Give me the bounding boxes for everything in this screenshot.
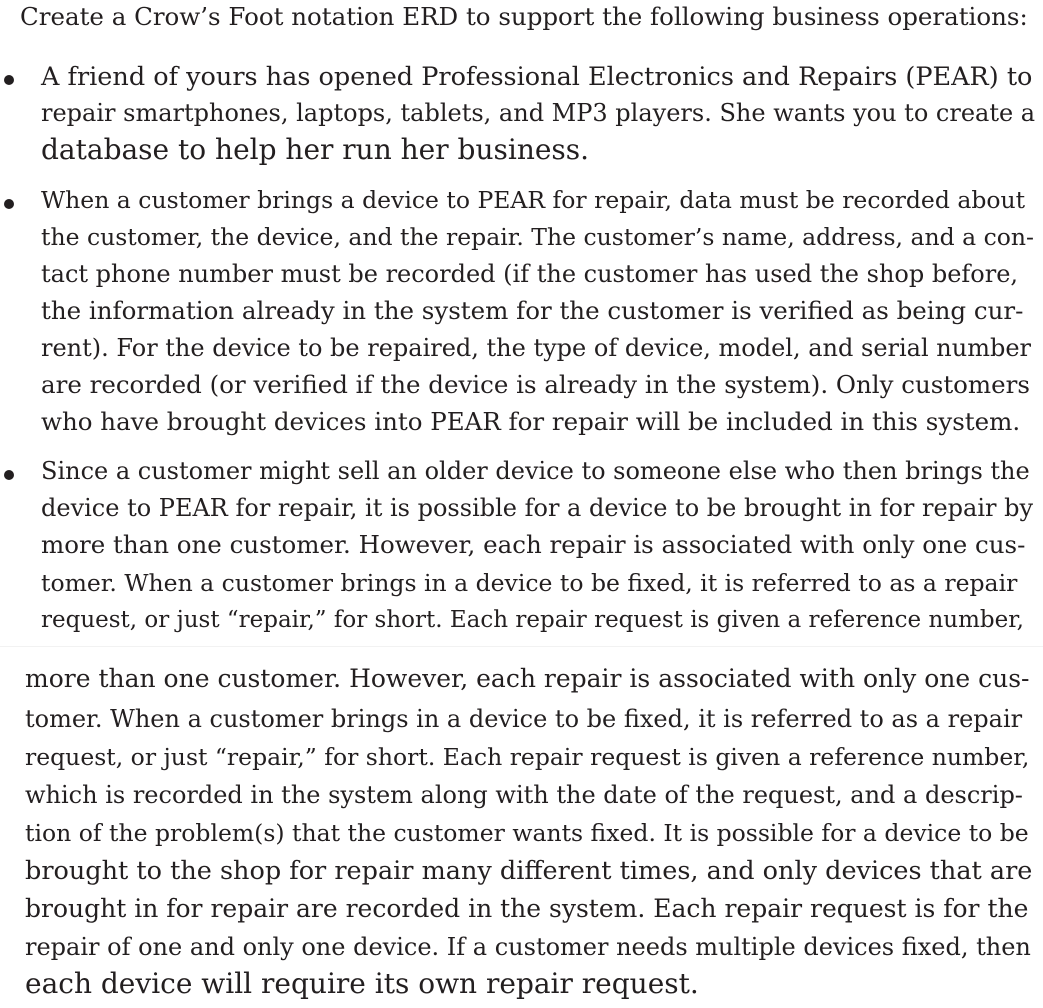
text-line: are recorded (or verified if the device is already in the system). Only customers [41, 370, 1030, 399]
text-line: the customer, the device, and the repair. The customer’s name, address, and a con- [41, 223, 1034, 251]
text-line: rent). For the device to be repaired, the type of device, model, and serial number [41, 334, 1031, 362]
exercise-heading: Create a Crow’s Foot notation ERD to support the following business operations: [20, 2, 1028, 31]
text-line: who have brought devices into PEAR for repair will be included in this system. [41, 407, 1021, 436]
text-line: database to help her run her business. [41, 133, 590, 166]
text-line: tion of the problem(s) that the customer wants fixed. It is possible for a device to be [25, 819, 1029, 847]
text-line: request, or just “repair,” for short. Each repair request is given a reference number, [25, 743, 1030, 771]
text-line: tact phone number must be recorded (if the customer has used the shop before, [41, 260, 1019, 288]
text-line: repair smartphones, laptops, tablets, and MP3 players. She wants you to create a [41, 99, 1036, 127]
text-line: tomer. When a customer brings in a device to be fixed, it is referred to as a repair [41, 569, 1018, 597]
text-line: which is recorded in the system along with the date of the request, and a descrip- [25, 781, 1023, 809]
text-line: A friend of yours has opened Professional Electronics and Repairs (PEAR) to [41, 62, 1033, 92]
text-line: each device will require its own repair request. [25, 967, 699, 1000]
bullet-dot [4, 470, 14, 480]
screenshot-seam [0, 646, 1043, 647]
bullet-dot [4, 199, 14, 209]
text-line: When a customer brings a device to PEAR for repair, data must be recorded about [41, 186, 1026, 214]
text-line: the information already in the system for the customer is verified as being cur- [41, 296, 1024, 325]
text-line: more than one customer. However, each repair is associated with only one cus- [41, 530, 1026, 559]
text-line: Since a customer might sell an older device to someone else who then brings the [41, 457, 1030, 485]
text-line: request, or just “repair,” for short. Each repair request is given a reference number, [41, 607, 1024, 633]
text-line: repair of one and only one device. If a customer needs multiple devices fixed, then [25, 933, 1031, 961]
bullet-dot [4, 75, 14, 85]
text-line: tomer. When a customer brings in a device to be fixed, it is referred to as a repair [25, 705, 1023, 733]
text-line: more than one customer. However, each repair is associated with only one cus- [25, 664, 1030, 693]
text-line: brought in for repair are recorded in the system. Each repair request is for the [25, 894, 1029, 923]
text-line: brought to the shop for repair many different times, and only devices that are [25, 856, 1033, 886]
text-line: device to PEAR for repair, it is possible for a device to be brought in for repair by [41, 494, 1034, 522]
